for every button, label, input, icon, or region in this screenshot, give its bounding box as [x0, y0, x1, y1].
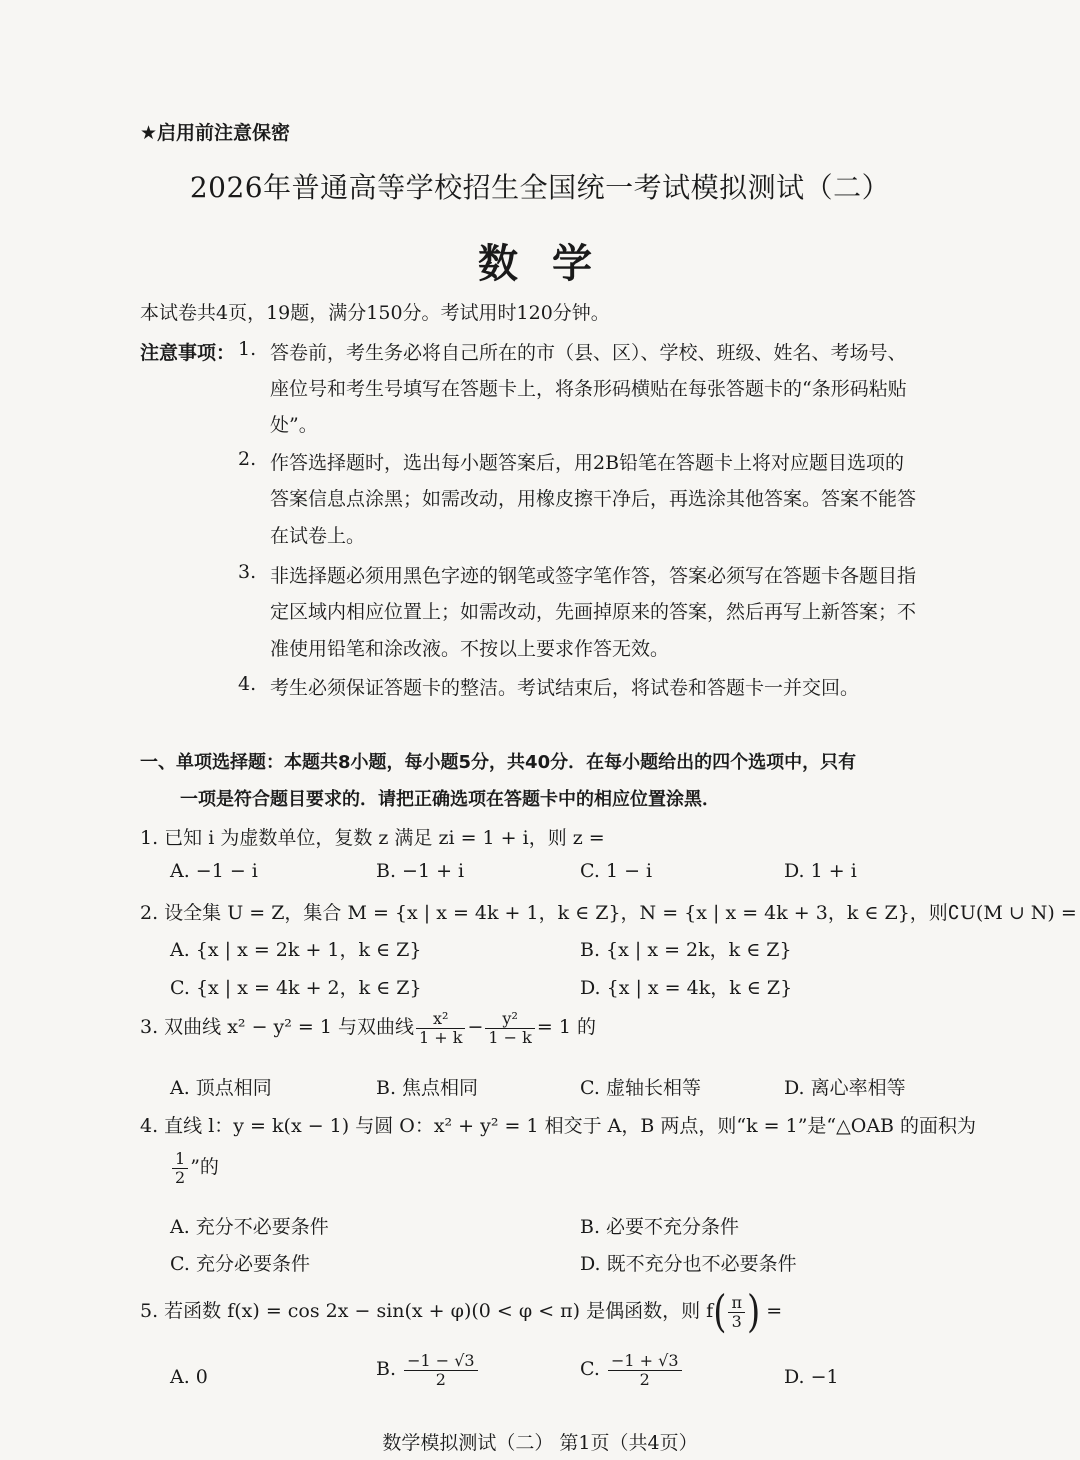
- subject-title: 数 学: [478, 241, 602, 287]
- question-3-stem: [140, 1010, 596, 1046]
- q5-stem-part-a: 5. 若函数 f(x) = cos 2x − sin(x + φ)(0 < φ < π) 是偶函数，则 f: [140, 1300, 714, 1323]
- q3-frac2-denominator: 1 − k: [488, 1027, 532, 1047]
- question-1-stem: 1. 已知 i 为虚数单位，复数 z 满足 zi = 1 + i，则 z =: [140, 827, 605, 849]
- q3-option-b: B. 焦点相同: [376, 1077, 479, 1099]
- exam-info: 本试卷共4页，19题，满分150分。考试用时120分钟。: [140, 302, 610, 324]
- notice-3-line-1: 非选择题必须用黑色字迹的钢笔或签字笔作答，答案必须写在答题卡各题目指: [270, 565, 917, 587]
- q3-fraction-2: [485, 1010, 534, 1046]
- question-4-stem: 4. 直线 l：y = k(x − 1) 与圆 O：x² + y² = 1 相交于 A，B 两点，则“k = 1”是“△OAB 的面积为: [140, 1115, 977, 1137]
- q2-option-d: D. {x | x = 4k，k ∈ Z}: [580, 977, 793, 999]
- q5-optb-numerator: −1 − √3: [404, 1352, 478, 1371]
- exam-title: 2026年普通高等学校招生全国统一考试模拟测试（二）: [189, 171, 891, 204]
- notice-4-line-1: 考生必须保证答题卡的整洁。考试结束后，将试卷和答题卡一并交回。: [270, 677, 860, 699]
- confidential-note: ★启用前注意保密: [140, 122, 291, 144]
- question-2-stem: 2. 设全集 U = Z，集合 M = {x | x = 4k + 1，k ∈ Z}，N = {x | x = 4k + 3，k ∈ Z}，则∁U(M ∪ N) =: [140, 902, 1077, 924]
- q4-frac-denominator: 2: [175, 1167, 186, 1187]
- q3-frac1-numerator: x²: [416, 1010, 465, 1029]
- q5-option-c-fraction: [608, 1352, 682, 1388]
- notice-num-1: 1.: [238, 338, 257, 360]
- q5-optb-denominator: 2: [435, 1369, 446, 1389]
- q5-paren-fraction: [728, 1294, 745, 1330]
- q3-option-a: A. 顶点相同: [170, 1077, 272, 1099]
- q4-fraction: [172, 1150, 188, 1186]
- q1-option-c: C. 1 − i: [580, 860, 653, 882]
- q3-frac2-numerator: y²: [485, 1010, 534, 1029]
- section-heading-line-2: 一项是符合题目要求的．请把正确选项在答题卡中的相应位置涂黑．: [180, 789, 720, 810]
- q5-option-c: [580, 1352, 684, 1388]
- q5-frac-numerator: π: [728, 1294, 745, 1313]
- q2-option-b: B. {x | x = 2k，k ∈ Z}: [580, 939, 792, 961]
- notice-num-3: 3.: [238, 561, 257, 583]
- q5-option-a: A. 0: [170, 1366, 208, 1388]
- notice-2-line-2: 答案信息点涂黑；如需改动，用橡皮擦干净后，再选涂其他答案。答案不能答: [270, 488, 917, 510]
- q2-option-c: C. {x | x = 4k + 2，k ∈ Z}: [170, 977, 422, 999]
- q3-stem-part-a: 3. 双曲线 x² − y² = 1 与双曲线: [140, 1016, 415, 1039]
- q3-minus: −: [467, 1016, 484, 1039]
- q3-fraction-1: [416, 1010, 465, 1046]
- q4-option-d: D. 既不充分也不必要条件: [580, 1253, 797, 1275]
- page-footer: 数学模拟测试（二） 第1页（共4页）: [382, 1432, 698, 1454]
- notice-3-line-3: 准使用铅笔和涂改液。不按以上要求作答无效。: [270, 638, 670, 660]
- notice-2-line-3: 在试卷上。: [270, 525, 366, 547]
- q3-frac1-denominator: 1 + k: [419, 1027, 463, 1047]
- notice-1-line-1: 答卷前，考生务必将自己所在的市（县、区）、学校、班级、姓名、考场号、: [270, 342, 907, 364]
- notice-2-line-1: 作答选择题时，选出每小题答案后，用2B铅笔在答题卡上将对应题目选项的: [270, 452, 905, 474]
- q1-option-d: D. 1 + i: [784, 860, 857, 882]
- q4-frac-numerator: 1: [172, 1150, 188, 1169]
- q2-option-a: A. {x | x = 2k + 1，k ∈ Z}: [170, 939, 422, 961]
- q1-option-a: A. −1 − i: [170, 860, 258, 882]
- q4-option-b: B. 必要不充分条件: [580, 1216, 740, 1238]
- notice-1-line-3: 处”。: [270, 414, 318, 436]
- notice-num-4: 4.: [238, 673, 257, 695]
- notice-1-line-2: 座位号和考生号填写在答题卡上，将条形码横贴在每张答题卡的“条形码粘贴: [270, 378, 907, 400]
- q4-stem-part-b: ”的: [190, 1156, 219, 1179]
- q5-right-paren: ): [746, 1286, 761, 1339]
- q3-option-d: D. 离心率相等: [784, 1077, 906, 1099]
- q5-option-b-label: B.: [376, 1358, 397, 1381]
- q5-left-paren: (: [713, 1286, 727, 1339]
- q1-option-b: B. −1 + i: [376, 860, 465, 882]
- q4-option-a: A. 充分不必要条件: [170, 1216, 329, 1238]
- q5-option-c-label: C.: [580, 1358, 600, 1381]
- q5-optc-denominator: 2: [639, 1369, 650, 1389]
- notice-3-line-2: 定区域内相应位置上；如需改动，先画掉原来的答案，然后再写上新答案；不: [270, 601, 917, 623]
- q4-option-c: C. 充分必要条件: [170, 1253, 310, 1275]
- q5-optc-numerator: −1 + √3: [608, 1352, 682, 1371]
- notice-num-2: 2.: [238, 448, 257, 470]
- section-heading-line-1: 一、单项选择题：本题共8小题，每小题5分，共40分．在每小题给出的四个选项中，只有: [140, 752, 857, 773]
- q5-option-b: [376, 1352, 480, 1388]
- q5-stem-part-b: =: [766, 1300, 783, 1323]
- q3-stem-part-b: = 1 的: [536, 1016, 596, 1039]
- question-4-stem-cont: [170, 1150, 219, 1186]
- notice-label: 注意事项：: [140, 342, 236, 364]
- q3-option-c: C. 虚轴长相等: [580, 1077, 701, 1099]
- question-5-stem: [140, 1286, 783, 1339]
- q5-option-d: D. −1: [784, 1366, 839, 1388]
- q5-option-b-fraction: [404, 1352, 478, 1388]
- q5-frac-denominator: 3: [731, 1311, 742, 1331]
